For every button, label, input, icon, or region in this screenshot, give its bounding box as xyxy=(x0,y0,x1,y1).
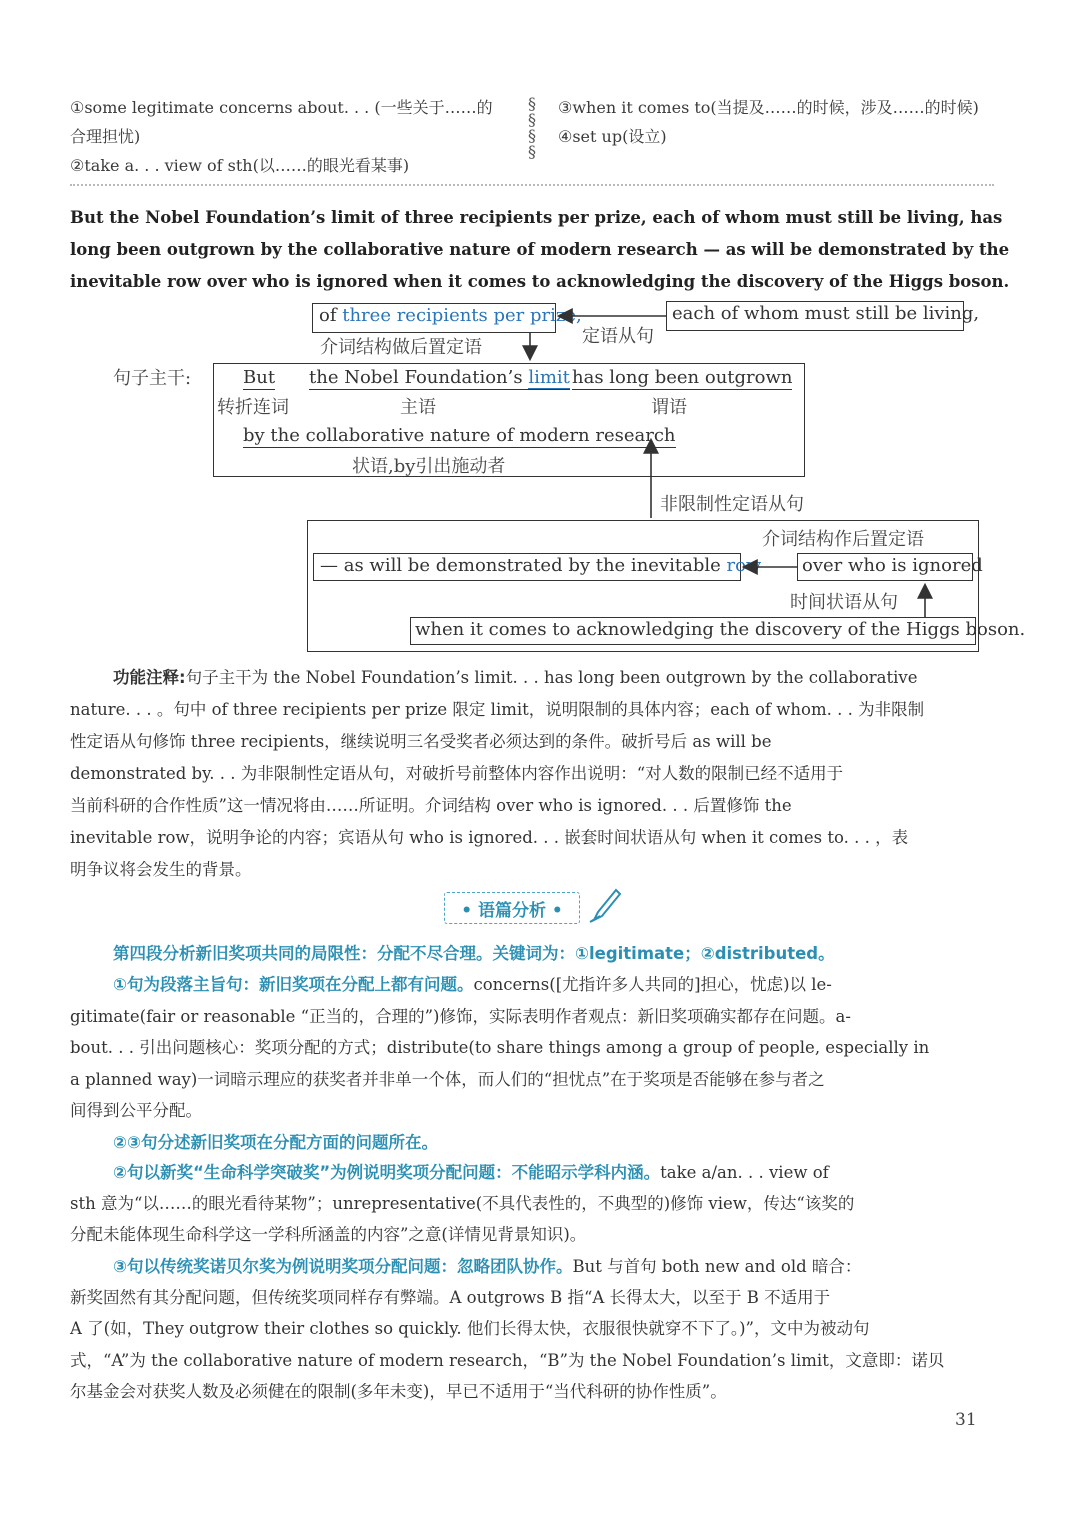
notes-line-4: demonstrated by. . . 为非限制性定语从句，对破折号前整体内容作出说明：“对人数的限制已经不适用于 xyxy=(70,764,844,783)
vocab-item-1b: 合理担忧) xyxy=(70,127,141,146)
predicate-label: 谓语 xyxy=(651,397,687,418)
notes-line-7: 明争议将会发生的背景。 xyxy=(70,860,252,879)
notes-line-6: inevitable row，说明争论的内容；宾语从句 who is ignored. . . 嵌套时间状语从句 when it comes to. . . ，表 xyxy=(70,828,909,847)
sentence-line-1: But the Nobel Foundation’s limit of three recipients per prize, each of whom must still be living, has xyxy=(70,208,1003,227)
page-number: 31 xyxy=(955,1410,977,1430)
vocab-item-2: ②take a. . . view of sth(以……的眼光看某事) xyxy=(70,156,410,175)
analysis-para-4-line-3: 分配未能体现生命科学这一学科所涵盖的内容”之意(详情见背景知识)。 xyxy=(70,1225,587,1244)
sentence-line-3: inevitable row over who is ignored when it comes to acknowledging the discovery of the Higgs boson. xyxy=(70,272,1010,291)
vocab-item-4: ④set up(设立) xyxy=(558,127,667,146)
attr-clause-label: 定语从句 xyxy=(582,326,654,347)
prep-phrase: of three recipients per prize, xyxy=(319,305,582,326)
notes-line-5: 当前科研的合作性质”这一情况将由……所证明。介词结构 over who is ignored. . . 后置修饰 the xyxy=(70,796,792,815)
adverbial: by the collaborative nature of modern research xyxy=(243,425,676,446)
but-word: But xyxy=(243,367,276,388)
analysis-para-5-line-2: 新奖固然有其分配问题，但传统奖项同样存有弊端。A outgrows B 指“A 长得太大，以至于 B 不适用于 xyxy=(70,1288,831,1307)
vocab-item-3: ③when it comes to(当提及……的时候，涉及……的时候) xyxy=(558,98,979,117)
diagram-arrows xyxy=(0,0,1080,700)
analysis-para-5-line-5: 尔基金会对获奖人数及必须健在的限制(多年未变)，早已不适用于“当代科研的协作性质”。 xyxy=(70,1382,727,1401)
when-clause: when it comes to acknowledging the discovery of the Higgs boson. xyxy=(415,619,1026,640)
analysis-para-2-line-5: 间得到公平分配。 xyxy=(70,1101,202,1120)
analysis-para-2-line-4: a planned way)一词暗示理应的获奖者并非单一个体，而人们的“担忧点”在于奖项是否能够在参与者之 xyxy=(70,1070,825,1089)
discourse-analysis-badge: • 语篇分析 • xyxy=(444,892,580,924)
prep-phrase-label: 介词结构做后置定语 xyxy=(320,337,482,358)
analysis-para-5-line-1: ③句以传统奖诺贝尔奖为例说明奖项分配问题：忽略团队协作。But 与首句 both new and old 暗合： xyxy=(113,1257,862,1276)
predicate: has long been outgrown xyxy=(572,367,793,388)
nonrestrictive-label: 非限制性定语从句 xyxy=(660,494,804,515)
analysis-para-4-line-1: ②句以新奖“生命科学突破奖”为例说明奖项分配问题：不能昭示学科内涵。take a/an. . . view of xyxy=(113,1163,829,1182)
time-clause-label: 时间状语从句 xyxy=(790,592,898,613)
analysis-para-4-line-2: sth 意为“以……的眼光看待某物”；unrepresentative(不具代表性的，不典型的)修饰 view，传达“该奖的 xyxy=(70,1194,855,1213)
subject-label: 主语 xyxy=(400,397,436,418)
sentence-line-2: long been outgrown by the collaborative nature of modern research — as will be demonstrated by the xyxy=(70,240,1010,259)
vocab-item-1a: ①some legitimate concerns about. . . (一些关于……的 xyxy=(70,98,493,117)
each-clause: each of whom must still be living, xyxy=(672,303,980,324)
analysis-para-3: ②③句分述新旧奖项在分配方面的问题所在。 xyxy=(113,1133,438,1152)
over-who-clause: over who is ignored xyxy=(802,555,983,576)
analysis-para-2-line-1: ①句为段落主旨句：新旧奖项在分配上都有问题。concerns([尤指许多人共同的]担心，忧虑)以 le- xyxy=(113,975,832,994)
notes-line-2: nature. . . 。句中 of three recipients per prize 限定 limit，说明限制的具体内容；each of whom. . . 为非限制 xyxy=(70,700,925,719)
notes-line-3: 性定语从句修饰 three recipients，继续说明三名受奖者必须达到的条件。破折号后 as will be xyxy=(70,732,772,751)
adverbial-label: 状语,by引出施动者 xyxy=(352,456,506,477)
analysis-para-5-line-3: A 了(如，They outgrow their clothes so quickly. 他们长得太快，衣服很快就穿不下了。)”，文中为被动句 xyxy=(70,1319,870,1338)
brush-icon xyxy=(586,886,622,926)
but-label: 转折连词 xyxy=(217,397,289,418)
subject: the Nobel Foundation’s limit xyxy=(309,367,570,388)
main-clause-label: 句子主干: xyxy=(113,368,192,389)
notes-line-1: 功能注释:句子主干为 the Nobel Foundation’s limit. . . has long been outgrown by the collaborative xyxy=(113,668,918,687)
analysis-para-5-line-4: 式，“A”为 the collaborative nature of modern research，“B”为 the Nobel Foundation’s limit，文意即：诺贝 xyxy=(70,1351,945,1370)
analysis-para-2-line-2: gitimate(fair or reasonable “正当的，合理的”)修饰，实际表明作者观点：新旧奖项确实都存在问题。a- xyxy=(70,1007,851,1026)
prep-post-label: 介词结构作后置定语 xyxy=(762,529,924,550)
as-clause: — as will be demonstrated by the inevitable row xyxy=(320,555,762,576)
analysis-para-1: 第四段分析新旧奖项共同的局限性：分配不尽合理。关键词为：①legitimate；②distributed。 xyxy=(113,944,835,963)
analysis-para-2-line-3: bout. . . 引出问题核心：奖项分配的方式；distribute(to share things among a group of people, especially in xyxy=(70,1038,930,1057)
wavy-divider: § § § § xyxy=(528,94,536,161)
